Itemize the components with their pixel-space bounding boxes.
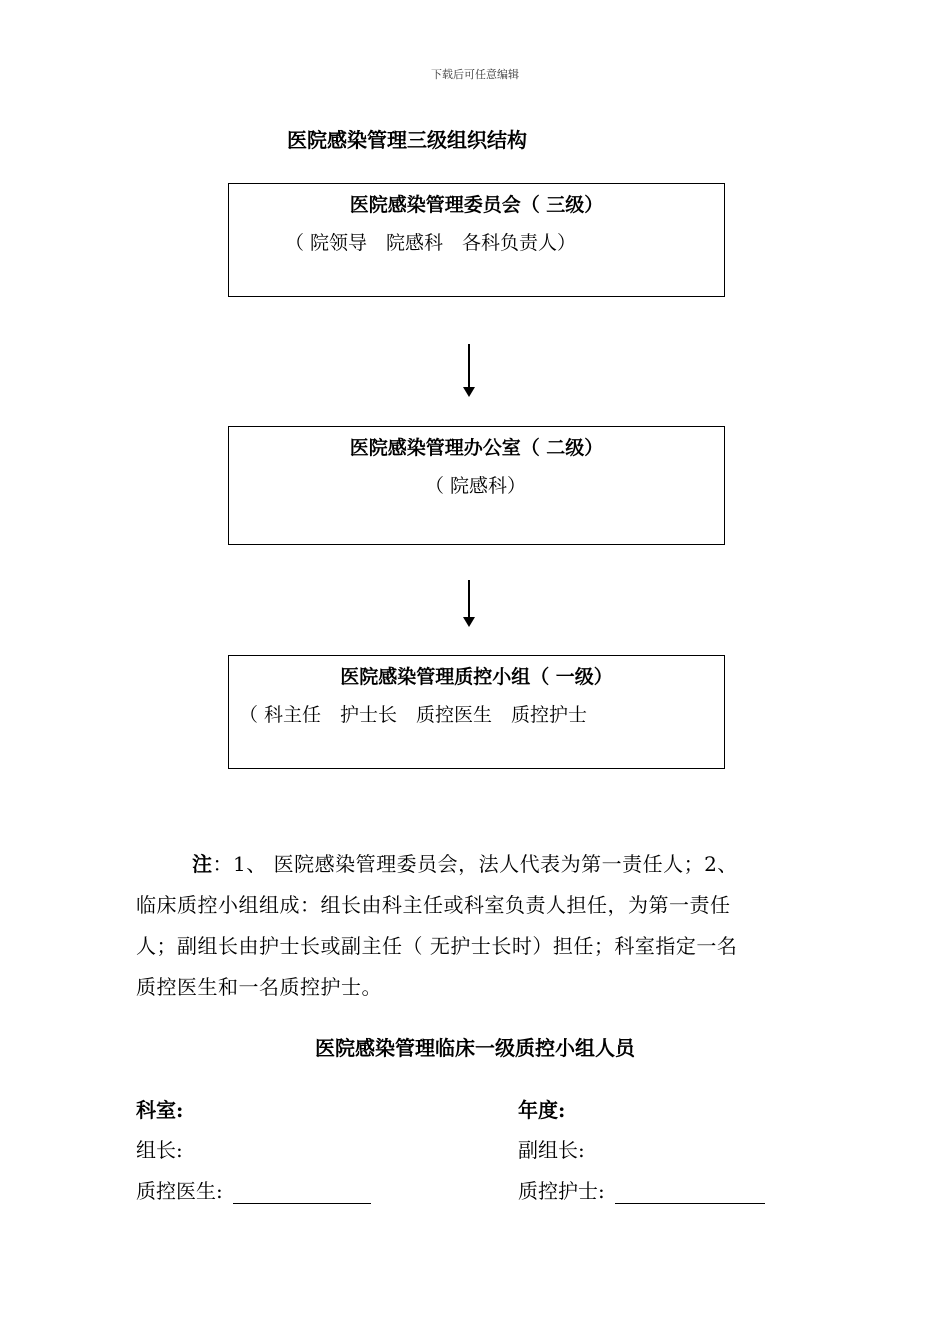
note-label: 注 <box>192 852 213 876</box>
qc-doctor-field <box>136 1175 371 1204</box>
qc-group-box-title: 医院感染管理质控小组（ 一级） <box>340 666 613 688</box>
qc-group-box-members: （ 科主任 护士长 质控医生 质控护士 <box>239 704 588 726</box>
qc-doctor-blank-line[interactable] <box>233 1181 371 1204</box>
down-arrow-icon <box>462 344 476 398</box>
down-arrow-icon <box>462 580 476 628</box>
qc-doctor-label: 质控医生: <box>136 1179 223 1203</box>
header-note: 下载后可任意编辑 <box>431 68 519 81</box>
office-box-members: （ 院感科） <box>425 475 527 497</box>
office-box-title: 医院感染管理办公室（ 二级） <box>349 437 604 459</box>
qc-nurse-blank-line[interactable] <box>615 1181 765 1204</box>
note-text-1: ：1、 医院感染管理委员会，法人代表为第一责任人；2、 <box>212 852 738 876</box>
note-line-3: 人；副组长由护士长或副主任（ 无护士长时）担任；科室指定一名 <box>136 934 738 958</box>
note-line-2: 临床质控小组组成：组长由科主任或科室负责人担任，为第一责任 <box>136 893 731 917</box>
leader-label: 组长: <box>136 1138 183 1162</box>
year-label: 年度: <box>518 1098 566 1122</box>
note-line-4: 质控医生和一名质控护士。 <box>136 975 382 999</box>
department-label: 科室: <box>136 1098 184 1122</box>
qc-group-box <box>228 655 725 769</box>
committee-box <box>228 183 725 297</box>
office-box <box>228 426 725 545</box>
committee-box-members: （ 院领导 院感科 各科负责人） <box>285 232 577 254</box>
deputy-leader-label: 副组长: <box>518 1138 585 1162</box>
qc-nurse-label: 质控护士: <box>518 1179 605 1203</box>
qc-nurse-field <box>518 1175 765 1204</box>
note-line-1 <box>192 848 738 877</box>
document-title: 医院感染管理三级组织结构 <box>287 128 527 152</box>
roster-title: 医院感染管理临床一级质控小组人员 <box>315 1036 635 1060</box>
committee-box-title: 医院感染管理委员会（ 三级） <box>349 194 604 216</box>
